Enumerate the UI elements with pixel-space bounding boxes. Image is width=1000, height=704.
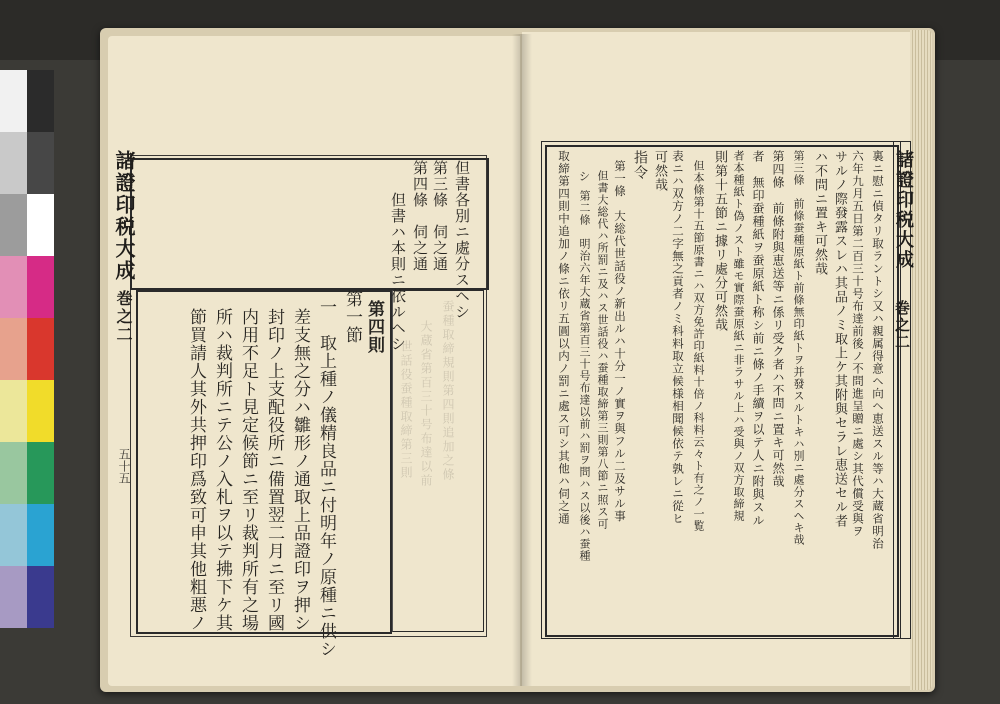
right-line-15: 但書大総代ハ所罰ニ及ハス世話役ハ蚕種取締第三則第八節ニ照ス可 [596,170,609,530]
left-bleed-1: 蚕種取締規則第四則追加之條 [441,300,455,482]
gutter [512,34,532,686]
left-spine-title: 諸證印税大成 [112,150,136,282]
right-line-13: 指令 [632,150,648,180]
left-body-line-6: 節買請人其外共押印爲致可申其他粗悪ノ [186,308,206,632]
right-line-18: 取締第四則中追加ノ條ニ依リ五圓以内ノ罰ニ處ス可シ其他ハ伺之通 [557,150,571,525]
left-body-line-3: 封印ノ上支配役所ニ備置翌二月ニ至リ國 [264,308,284,632]
right-line-5: 第三條 前條蚕種原紙ト前條無印紙トヲ并發スルトキハ別ニ處分スヘキ哉 [792,150,805,546]
right-line-10: 但本條第十五節原書ニハ双方免許印紙料十倍ノ科料云々ト有之ノ一覧 [692,160,705,532]
left-body-line-2: 差支無之分ハ雛形ノ通取上品證印ヲ押シ [290,308,310,632]
color-checker [0,70,56,630]
left-folio: 五十五 [117,448,131,484]
right-line-16: シ [577,170,591,183]
section-first: 第一節 [342,290,362,344]
right-line-1: 裏ニ慰ニ偵タリ取ラントシ又ハ親属得意ヘ向ヘ恵送スル等ハ大蔵省明治 [871,150,885,550]
left-note-3: 第四條 伺之通 [411,160,429,272]
left-note-4: 但書ハ本則ニ依ルヘシ [389,192,407,352]
right-line-8: 者本種紙ト偽ノスト雖モ實際蚕原紙ニ非ラサル上ハ受與ノ双方取締規 [732,150,745,522]
left-body-line-1: 一 取上種ノ儀精良品ニ付明年ノ原種ニ供シ [316,298,336,658]
right-line-14: 第一條 大総代世話役ノ新出ルハ十分一ノ實ヲ與フル二及サル事 [613,160,627,523]
right-line-7: 者 無印蚕種紙ヲ蚕原紙ト称シ前ニ條ノ手續ヲ以テ人ニ附與スル [751,150,765,527]
left-spine-volume: 巻之二 [114,290,133,344]
right-spine-title: 諸證印税大成 [893,150,914,270]
right-line-12: 可然哉 [652,150,667,192]
right-line-11: 表ニハ双方ノ二字無之貢者ノミ科料取立候様相聞候依テ孰レニ從ヒ [671,150,685,525]
right-line-2: 六年九月五日第二百三十号布達前後ノ不問進呈贈ニ處シ其代償受與ヲ [851,150,865,538]
right-spine-volume: 巻之二 [893,300,911,351]
right-line-6: 第四條 前條附與恵送等ニ係リ受ク者ハ不問ニ置キ可然哉 [771,150,785,488]
left-bleed-3: 世話役蚕種取締第三則 [399,340,413,480]
left-note-2: 第三條 伺之通 [431,160,449,272]
page-edge [910,30,932,690]
left-body-line-4: 内用不足ト見定候節ニ至リ裁判所有之場 [238,308,258,632]
left-note-1: 但書各別ニ處分スヘシ [453,160,471,320]
right-line-3: サルノ際發露スレハ其品ノミ取上ケ其附與セラレ恵送セル者 [832,150,847,528]
right-line-17: 第二條 明治六年大蔵省第百三十号布達以前ハ罰ヲ問ハス以後ハ蚕種 [578,190,591,562]
right-line-9: 則第十五節ニ據リ處分可然哉 [712,150,727,332]
section-heading: 第四則 [364,300,384,354]
left-body-line-5: 所ハ裁判所ニテ公ノ入札ヲ以テ拂下ケ其 [212,308,232,632]
left-bleed-2: 大蔵省第百三十号布達以前 [419,320,433,488]
right-line-4: ハ不問ニ置キ可然哉 [812,150,827,276]
